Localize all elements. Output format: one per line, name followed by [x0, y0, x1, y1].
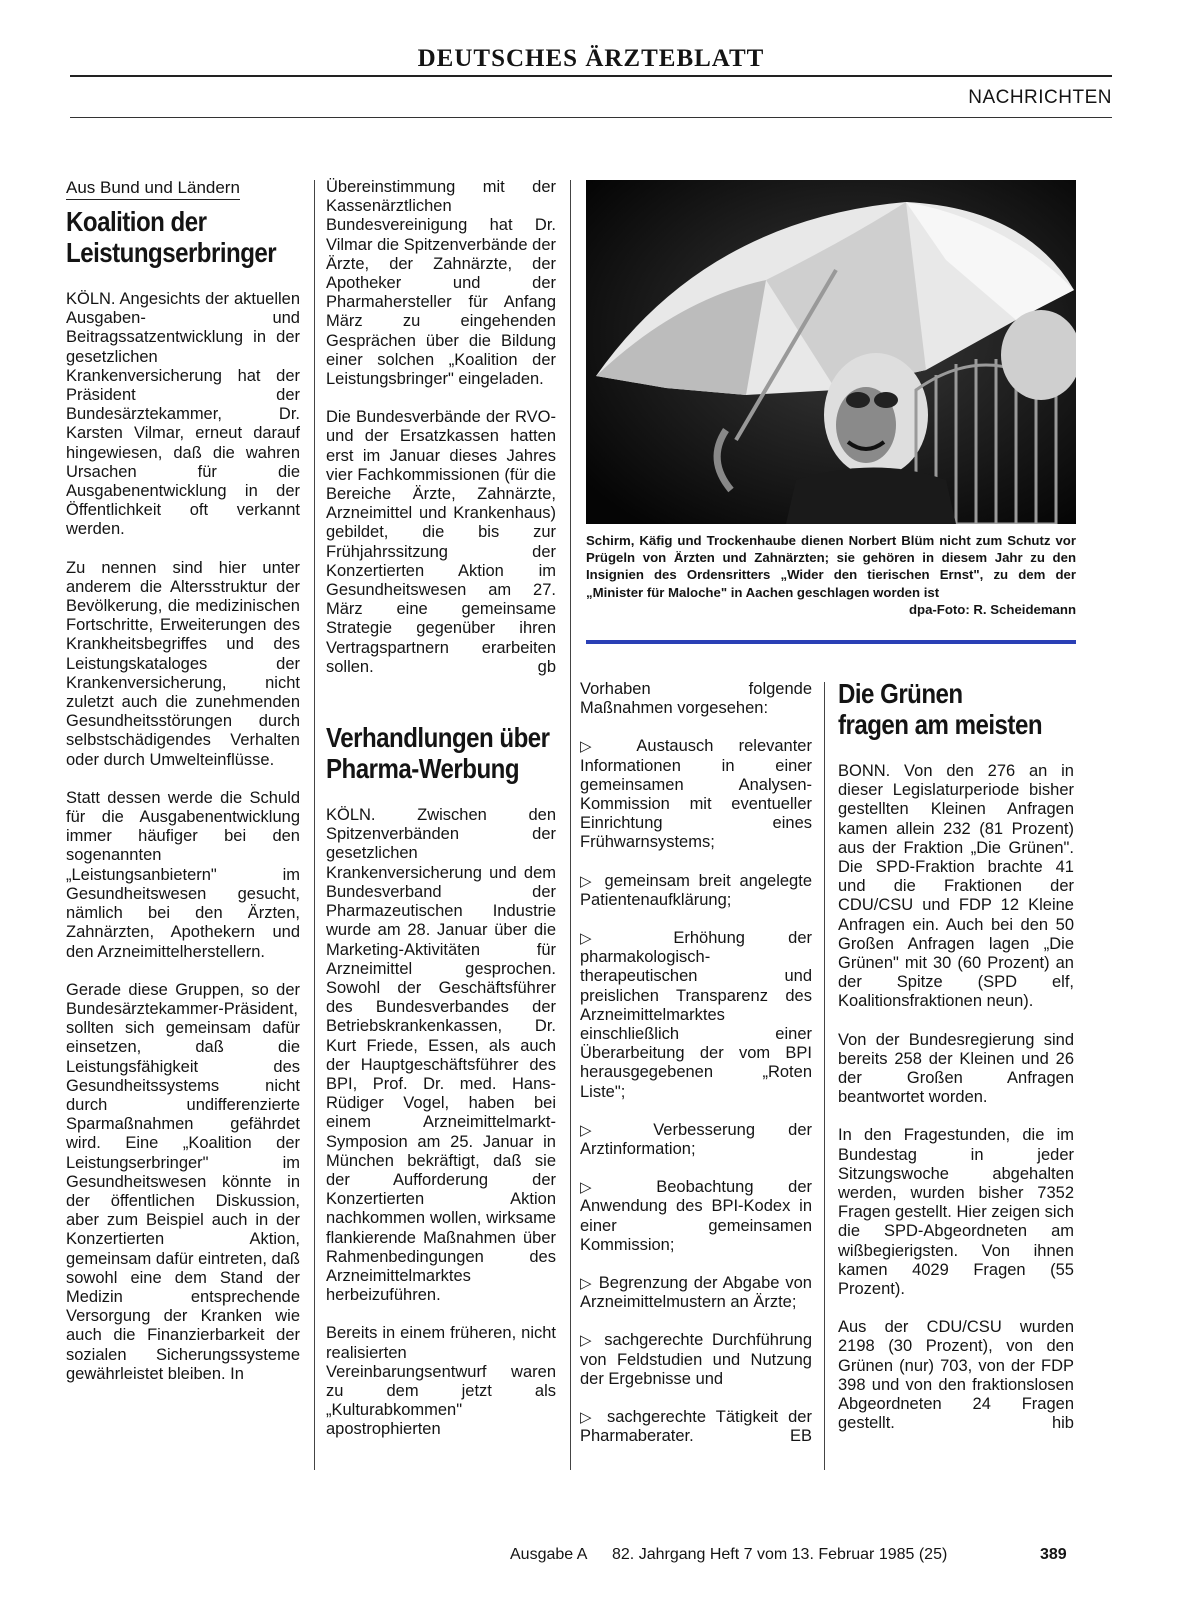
bullet-item: ▷ Beobachtung der Anwendung des BPI-Kodex in einer gemeinsamen Kommission;: [580, 1178, 812, 1254]
paragraph: Zu nennen sind hier unter anderem die Altersstruktur der Bevölkerung, die medizinischen Fortschritte, Erweiterungen des Krankheitsbegriffes und des Leistungskataloges der Krankenversicherung, nicht zuletzt auch die zunehmenden Gesundheitsstörungen durch selbstschädigendes Verhalten oder durch Umwelteinflüsse.: [66, 558, 300, 769]
bullet-item: ▷ gemeinsam breit angelegte Patientenaufklärung;: [580, 871, 812, 909]
paragraph: Gerade diese Gruppen, so der Bundesärztekammer-Präsident, sollten sich gemeinsam dafür einsetzen, daß die Leistungsfähigkeit des Gesundheitssystems nicht durch undifferenzierte Sparmaßnahmen gefährdet wird. Eine „Koalition der Leistungserbringer" im Gesundheitswesen könnte in der öffentlichen Diskussion, aber zum Beispiel auch in der Konzertierten Aktion, gemeinsam dafür eintreten, daß sowohl eine dem Stand der Medizin entsprechende Versorgung der Kranken wie auch die Finanzierbarkeit der sozialen Sicherungssysteme gewährleistet bleiben. In: [66, 980, 300, 1383]
author-sign: gb: [537, 657, 556, 676]
headline-koalition: Koalition der Leistungserbringer: [66, 206, 277, 268]
article-pharma-continued: [580, 680, 812, 1466]
column-rule-1: [314, 180, 315, 1470]
footer-edition: Ausgabe A: [510, 1546, 588, 1563]
author-sign: EB: [789, 1427, 812, 1446]
section-rule: [70, 117, 1112, 118]
bullet-item: ▷ Erhöhung der pharmakologisch-therapeutischen und preislichen Transparenz des Arzneimittelmarktes einschließlich einer Überarbeitung der vom BPI herausgegebenen „Roten Liste";: [580, 929, 812, 1101]
paragraph: KÖLN. Angesichts der aktuellen Ausgaben- und Beitragssatzentwicklung in der gesetzlichen Krankenversicherung hat der Präsident der Bundesärztekammer, Dr. Karsten Vilmar, erneut darauf hingewiesen, daß die wahren Ursachen für die Ausgabenentwicklung in der Öffentlichkeit oft verkannt werden.: [66, 290, 300, 539]
photo-illustration: [586, 180, 1076, 524]
footer-issue: 82. Jahrgang Heft 7 vom 13. Februar 1985 (25): [612, 1546, 948, 1563]
article-koalition: [66, 178, 300, 1403]
paragraph: KÖLN. Zwischen den Spitzenverbänden der gesetzlichen Krankenversicherung und dem Bundesverband der Pharmazeutischen Industrie wurde am 28. Januar über die Marketing-Aktivitäten für Arzneimittel gesprochen. Sowohl der Geschäftsführer des Bundesverbandes der Betriebskrankenkassen, Dr. Kurt Friede, Essen, als auch der Hauptgeschäftsführer des BPI, Prof. Dr. med. Hans-Rüdiger Vogel, haben bei einem Arzneimittelmarkt-Symposion am 25. Januar in München bekräftigt, daß sie der Aufforderung der Konzertierten Aktion nachkommen wollen, wirksame flankierende Maßnahmen über Rahmenbedingungen des Arzneimittelmarktes herbeizuführen.: [326, 806, 556, 1305]
bullet-item: ▷ Austausch relevanter Informationen in einer gemeinsamen Analysen-Kommission mit eventueller Einrichtung eines Frühwarnsystems;: [580, 737, 812, 852]
bullet-item: ▷ Verbesserung der Arztinformation;: [580, 1120, 812, 1159]
paragraph: Bereits in einem früheren, nicht realisierten Vereinbarungsentwurf waren zu dem jetzt als „Kulturabkommen" apostrophierten: [326, 1324, 556, 1439]
paragraph: Aus der CDU/CSU wurden 2198 (30 Prozent), von den Grünen (nur) 703, von der FDP 398 und von den fraktionslosen Abgeordneten 24 Fragen gestellt. hib: [838, 1318, 1074, 1433]
paragraph: Vorhaben folgende Maßnahmen vorgesehen:: [580, 680, 812, 718]
column-rule-3: [824, 682, 825, 1470]
photo-credit: dpa-Foto: R. Scheidemann: [908, 601, 1076, 617]
bullet-item: ▷ sachgerechte Tätigkeit der Pharmaberater. EB: [580, 1408, 812, 1446]
paragraph: Die Bundesverbände der RVO- und der Ersatzkassen hatten erst im Januar dieses Jahres vier Fachkommissionen (für die Bereiche Ärzte, Zahnärzte, Arzneimittel und Krankenhaus) gebildet, die bis zur Frühjahrssitzung der Konzertierten Aktion im Gesundheitswesen am 27. März eine gemeinsame Strategie gegenüber ihren Vertragspartnern erarbeiten sollen. gb: [326, 408, 556, 676]
photo-bluem-umbrella: [586, 180, 1076, 524]
paragraph: Statt dessen werde die Schuld für die Ausgabenentwicklung immer häufiger bei den sogenannten „Leistungsanbietern" im Gesundheitswesen gesucht, nämlich bei den Ärzten, Zahnärzten, Apothekern und den Arzneimittelherstellern.: [66, 788, 300, 961]
paragraph: In den Fragestunden, die im Bundestag in jeder Sitzungswoche abgehalten werden, wurden bisher 7352 Fragen gestellt. Hier zeigen sich die SPD-Abgeordneten am wißbegierigsten. Von ihnen kamen 4029 Fragen (55 Prozent).: [838, 1126, 1074, 1299]
author-sign: hib: [1051, 1414, 1074, 1433]
masthead: DEUTSCHES ÄRZTEBLATT: [417, 45, 765, 72]
paragraph: Von der Bundesregierung sind bereits 258 der Kleinen und 26 der Großen Anfragen beantwortet worden.: [838, 1030, 1074, 1107]
column-2: [326, 178, 556, 1459]
column-rule-2: [570, 180, 571, 1470]
photo-caption: Schirm, Käfig und Trockenhaube dienen Norbert Blüm nicht zum Schutz vor Prügeln von Ärzten und Zahnärzten; sie gehören in diesem Jahr zu den Insignien des Ordensritters „Wider den tierischen Ernst", zu dem der „Minister für Maloche" in Aachen geschlagen worden ist dpa-Foto: R. Scheidemann: [586, 533, 1076, 617]
masthead-rule: [70, 75, 1112, 77]
article-kicker: Aus Bund und Ländern: [66, 178, 240, 200]
paragraph: Übereinstimmung mit der Kassenärztlichen Bundesvereinigung hat Dr. Vilmar die Spitzenverbände der Ärzte, der Zahnärzte, der Apotheker und der Pharmahersteller für Anfang März zu eingehenden Gesprächen über die Bildung einer solchen „Koalition der Leistungsbringer" eingeladen.: [326, 178, 556, 389]
headline-pharma-werbung: Verhandlungen über Pharma-Werbung: [326, 722, 550, 785]
headline-gruenen: Die Grünen fragen am meisten: [838, 678, 1043, 740]
bullet-item: ▷ sachgerechte Durchführung von Feldstudien und Nutzung der Ergebnisse und: [580, 1331, 812, 1388]
blue-divider: [586, 640, 1076, 644]
page-number: 389: [1040, 1546, 1067, 1563]
bullet-item: ▷ Begrenzung der Abgabe von Arzneimittelmustern an Ärzte;: [580, 1274, 812, 1312]
article-gruenen: [838, 678, 1074, 1453]
section-label: NACHRICHTEN: [968, 87, 1112, 108]
paragraph: BONN. Von den 276 an in dieser Legislaturperiode bisher gestellten Kleinen Anfragen kamen allein 232 (81 Prozent) aus der Fraktion „Die Grünen". Die SPD-Fraktion brachte 41 und die Fraktionen der CDU/CSU und FDP 12 Kleine Anfragen ein. Auch bei den 50 Großen Anfragen lagen „Die Grünen" mit 30 (60 Prozent) an der Spitze (SPD elf, Koalitionsfraktionen neun).: [838, 762, 1074, 1011]
